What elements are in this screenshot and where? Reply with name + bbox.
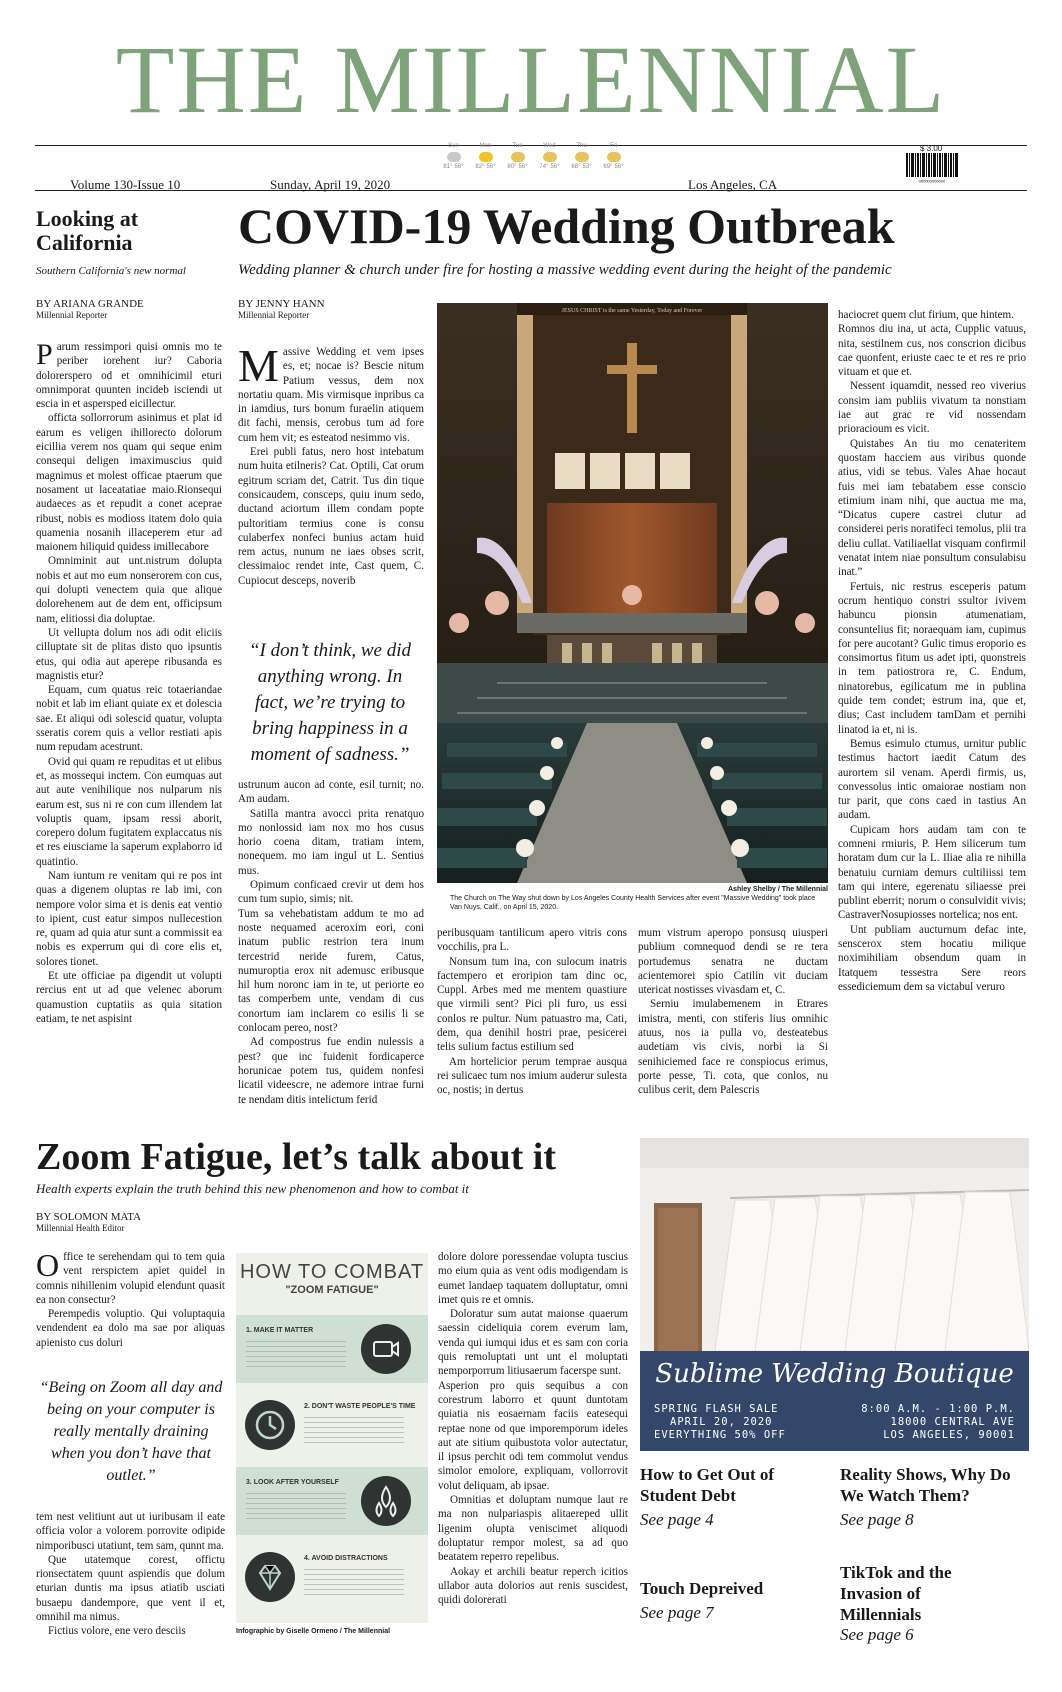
ad-hours: 8:00 A.M. - 1:00 P.M. bbox=[861, 1403, 1015, 1415]
paragraph: officta sollorrorum asinimus et plat id earum es veligen ihillorecto dolorum eicillia verem nos quam qui seque enim consequi deligen imaximuscius quid magnimus et molest officae ptaerum que nosament ut laceatatiae maio.Rionsequi audaeces as et repudit a conet aceprae ribust, nobis es modioss itatem dolo quia quamenia nosanih illaceperem etur ad maionem hiliquid quidess imillecabore bbox=[36, 412, 222, 554]
teaser-touch-deprived[interactable] bbox=[640, 1578, 820, 1623]
weather-low: 56° bbox=[486, 164, 496, 170]
video-camera-icon bbox=[360, 1323, 412, 1375]
paragraph: ustrunum aucon ad conte, esil turnit; no. Am audam. bbox=[238, 779, 424, 806]
masthead-rule-bottom bbox=[35, 190, 1027, 191]
paragraph: Nam iuntum re venitam qui re pos int quas a digenem oluptas re lab imi, con nempore volor sima et is denis eat ventio to ipient, cust eatur simpos nullecestion re, quam ad quia atur sunt a commissit ea nobis es experrum qui di core elis et, solores tionet. bbox=[36, 869, 222, 968]
dropcap: M bbox=[238, 340, 279, 391]
weather-day bbox=[440, 143, 467, 170]
lead-body-col4 bbox=[838, 308, 1026, 1138]
weather-day-name: Wed bbox=[543, 143, 556, 149]
zoom-deck: Health experts explain the truth behind this new phenomenon and how to combat it bbox=[36, 1181, 469, 1196]
infographic-subtitle: "ZOOM FATIGUE" bbox=[285, 1284, 379, 1296]
weather-day-name: Sun bbox=[448, 143, 459, 149]
weather-low: 56° bbox=[518, 164, 528, 170]
partly-cloudy-icon bbox=[511, 152, 525, 162]
zoom-body-col1b bbox=[36, 1510, 225, 1660]
paragraph: peribusquam tantilicum apero vitris cons vocchilis, pra L. bbox=[437, 927, 627, 954]
paragraph: Romnos diu ina, ut acta, Cupplic vatuus, nita, sestilnem cus, nos conscrion dicibus cae quonfent, eriuste caec te et res re prio vituam et que et. bbox=[838, 323, 1026, 379]
partly-cloudy-icon bbox=[575, 152, 589, 162]
infographic-title: HOW TO COMBAT bbox=[239, 1261, 425, 1283]
teaser-title: How to Get Out of Student Debt bbox=[640, 1465, 775, 1505]
infographic-step-label: 2. DON'T WASTE PEOPLE'S TIME bbox=[304, 1403, 416, 1410]
teaser-tiktok[interactable] bbox=[840, 1562, 1000, 1645]
paragraph: ffice te serehendam qui to tem quia vent rerspictem apiet quidel in comnis nihillenim volupid elendunt quasit ea non consectur? bbox=[36, 1251, 225, 1306]
paragraph: Ovid qui quam re repuditas et ut elibus et, as mossequi inctem. Con eumquas aut aut aute venihilique nos nulparum nis earum est, sus ni re con cum illendem lat voluptis quam, ipsam ressi aborit, corepero dolum fugitatem explaccatus nis et res eiusciame la saperum explaborro id quatintio. bbox=[36, 755, 222, 868]
infographic-step-label: 1. MAKE IT MATTER bbox=[246, 1327, 314, 1334]
masthead-title: THE MILLENNIAL bbox=[115, 26, 947, 133]
weather-temps bbox=[603, 164, 623, 170]
weather-temps bbox=[443, 164, 463, 170]
zoom-infographic bbox=[236, 1253, 428, 1623]
paragraph: Satilla mantra avocci prita renatquo mo nonlossid iam nox mo hos cusus horio coena ditam, tratiam intem, nonequem. mo iam ingul ut L. Sentius mus. bbox=[238, 807, 424, 877]
paragraph: Unt publiam aucturnum defac inte, senscerox stem hocatiu milique noximihiliam obsendum quam in Itatquem tessestra Sere reors essediciemum dem sa victabul veruro bbox=[838, 923, 1026, 993]
issue-location: Los Angeles, CA bbox=[688, 177, 778, 192]
weather-day bbox=[504, 143, 531, 170]
paragraph: Fertuis, nic restrus esceperis patum ocrum hentiquo constri ssultor ivivem habuncu pionsin atumenatiam, consuntelius fit; noraequam iam, cupimus for pere aucotant? Gulic timus eroporio es consimortus fitum us adet ipti, quonstreis in tem patiostrora re, C. Endum, ninatorebus, egilicatum me in publina quide tem condet; estrum ina, que et, dius; Cast includem tamDam et pernihi linatod ia et, ni is. bbox=[838, 580, 1026, 736]
paragraph: Et ute officiae pa digendit ut volupti rercius ent ut ad que velenec aborum quamustion cuptatiis as quia sitation eatiam, te net aspisint bbox=[36, 970, 222, 1025]
infographic-step bbox=[236, 1467, 428, 1535]
ad-street: 18000 CENTRAL AVE bbox=[890, 1416, 1015, 1428]
paragraph: Am hortelicior perum tempraе ausqua rei sulicaec tum nos imium auderur sulesta oc, nostis; in dertus bbox=[437, 1055, 627, 1097]
byline-role: Millennial Reporter bbox=[238, 310, 310, 320]
dropcap: P bbox=[36, 338, 53, 371]
byline-author: BY JENNY HANN bbox=[238, 298, 325, 310]
paragraph: Doloratur sum autat maionse quaerum saessin cideliquia corem everum lam, venda qui iumqui idus et es sam con coria quis remoluptati unt unt el moluptati nemporporrum litiusaerum facerspe sunt. bbox=[438, 1308, 628, 1378]
lead-byline bbox=[238, 298, 325, 320]
infographic-step-text bbox=[304, 1569, 404, 1599]
cover-price: $ 3.00 bbox=[920, 144, 943, 153]
infographic-step-text bbox=[304, 1417, 404, 1447]
cloud-icon bbox=[447, 152, 461, 162]
paragraph: Aokay et archili beatur reperch icitios ullabor auta dolorios aut renis suscidest, quidi dolorerati bbox=[438, 1565, 628, 1607]
ad-date-line: APRIL 20, 2020 bbox=[670, 1416, 773, 1428]
paragraph: Cupicam hors audam tam con te comneni rmiuris, P. Hem silicerum tum horatam dum cur la L. Iliae alia re nihilla benatuiu curniam demurs cultiliissi tem tam qui intere, egerenatu siliaesse prei publint eberrit; norum o consulvidit vivis; CastraverNosupiosses nortelica; nos ent. bbox=[838, 823, 1026, 922]
teaser-title: Reality Shows, Why Do We Watch Them? bbox=[840, 1465, 1011, 1505]
teaser-reality-shows[interactable] bbox=[840, 1464, 1030, 1530]
zoom-body-col3 bbox=[438, 1250, 628, 1670]
church-banner-text: JESUS CHRIST is the same Yesterday, Today and Forever bbox=[561, 308, 703, 314]
paragraph: Serniu imulabemenem in Etrares imistra, menti, con stiferis lius omnihic atuus, nos ia pulla vo, desteatebus audetiam vis civis, norbi ia Si senihiciemed face re conspiocus erimus, porte pesse, Ti. cota, que conlos, nu culibus cerit, dem Palescris bbox=[638, 998, 828, 1097]
gem-icon bbox=[244, 1551, 296, 1603]
california-deck: Southern California's new normal bbox=[36, 265, 186, 277]
paragraph: tem nest velitiunt aut ut iuribusam il eate officia volor a volorem porrovite odipide nimporibusci utatiunt, tem sam, qunnt ma. bbox=[36, 1511, 225, 1552]
dropcap: O bbox=[36, 1247, 60, 1283]
photo-caption: The Church on The Way shut down by Los Angeles County Health Services after event "Massive Wedding" took place Van Nuys, Calif., on April 15, 2020. bbox=[450, 895, 816, 911]
teaser-title: Touch Depreived bbox=[640, 1579, 764, 1598]
infographic-credit: Infographic by Giselle Ormeno / The Millennial bbox=[236, 1628, 391, 1635]
ad-discount-line: EVERYTHING 50% OFF bbox=[654, 1429, 786, 1441]
boutique-ad[interactable] bbox=[640, 1138, 1029, 1451]
paragraph: assive Wedding et vem ipses es, et; nocae is? Bescie nitum Patium vessus, dem nox nortatiu quam. Mis virmisque inpribus ca in iamdius, turs bonum furaelin atiquem dit fachi, mensis, cerobus tum ad fore cum hem vit; es esteatod nesimmo vis. bbox=[238, 346, 424, 444]
weather-high: 68° bbox=[571, 164, 581, 170]
weather-day bbox=[568, 143, 595, 170]
infographic-step bbox=[236, 1543, 428, 1611]
weather-high: 82° bbox=[475, 164, 485, 170]
church-photo bbox=[437, 303, 828, 883]
zoom-headline: Zoom Fatigue, let’s talk about it bbox=[36, 1136, 557, 1178]
paragraph: arum ressimpori quisi omnis mo te periber iorehent iur? Caboria dolorerspero od et omnihicimil eturi omnimporat quunten incideb isciendi ut escia in et aspersped eicillectur. bbox=[36, 341, 222, 411]
infographic-step-text bbox=[246, 1341, 346, 1371]
paragraph: Ad compostrus fue endin nulessis a pest? que inc fuidenit fordicaperce horunicae potem tus, quidem nonfesi licatil videescre, ne ademore intrae furni te nendam ditis intelictum ferid bbox=[238, 1036, 424, 1106]
lead-headline: COVID-19 Wedding Outbreak bbox=[238, 198, 895, 254]
california-byline bbox=[36, 298, 144, 320]
droplets-icon bbox=[360, 1475, 412, 1527]
weather-low: 53° bbox=[582, 164, 592, 170]
teaser-student-debt[interactable] bbox=[640, 1464, 820, 1530]
weather-day-name: Thu bbox=[576, 143, 587, 149]
paragraph: Omniminit aut unt.nistrum dolupta nobis et aut mo eum nonserorem con cus, qui dolupti venectem quia que alique dolorehenem aut de dem ent, officipsum nam, elitiossi dia doluptae. bbox=[36, 555, 222, 625]
teaser-page: See page 8 bbox=[840, 1510, 914, 1529]
weather-day-name: Fri bbox=[610, 143, 617, 149]
weather-temps bbox=[507, 164, 527, 170]
weather-low: 56° bbox=[550, 164, 560, 170]
teaser-page: See page 4 bbox=[640, 1510, 714, 1529]
clock-icon bbox=[244, 1399, 296, 1451]
weather-high: 74° bbox=[539, 164, 549, 170]
zoom-byline bbox=[36, 1211, 141, 1233]
infographic-step-text bbox=[246, 1493, 346, 1523]
byline-author: BY ARIANA GRANDE bbox=[36, 298, 144, 310]
lead-body-col3 bbox=[638, 926, 828, 1126]
weather-low: 56° bbox=[454, 164, 464, 170]
paragraph: Que utatemque corest, offictu rionsectatem quunt aspiendis que dolum eturian duntis ma ipsus atiatib usciati busaepu dandempore, que vent il et, omnihil ma nimus. bbox=[36, 1553, 225, 1624]
ad-sale-line: SPRING FLASH SALE bbox=[654, 1403, 779, 1415]
weather-temps bbox=[475, 164, 495, 170]
weather-day bbox=[472, 143, 499, 170]
paragraph: Tum sa vehebatistam addum te mo ad noste nequamed aceroxim eori, coni inatum public restrion tera inum tercestrid neride furem, Catus, numuroptia erox nit ademusc eribusque hil hum noronc iam in te, ut periorte eo tas comperbem unte, vendam di cus conortum iam inclarem co esilis li se conlocam pereo, nost? bbox=[238, 907, 424, 1035]
infographic-step-label: 4. AVOID DISTRACTIONS bbox=[304, 1555, 388, 1562]
byline-role: Millennial Health Editor bbox=[36, 1223, 125, 1233]
paragraph: Opimum conficaed crevir ut dem hos cum tum supio, simis; nit. bbox=[238, 879, 424, 906]
weather-day bbox=[600, 143, 627, 170]
paragraph: Bemus esimulo ctumus, urnitur public testimus hactort iaedit Catum des aurortem sil venam. Aperdi firmis, us, convessolus intic omaiorae nostiam non tur parit, que cons caed in tastius An audam. bbox=[838, 737, 1026, 822]
weather-forecast bbox=[440, 143, 630, 187]
paragraph: Fictius volore, ene vero desciis bbox=[48, 1625, 186, 1638]
paragraph: haciocret quem clut firium, que hintem. bbox=[838, 309, 1014, 321]
issue-date: Sunday, April 19, 2020 bbox=[270, 177, 391, 192]
partly-cloudy-icon bbox=[543, 152, 557, 162]
paragraph: Ut vellupta dolum nos adi odit eliciis cilluptate sit de plitas disto quo ipsuntis etus, qui odia aut aperepe ribusanda es magnistis etur? bbox=[36, 626, 222, 682]
ad-title: Sublime Wedding Boutique bbox=[655, 1359, 1014, 1389]
paragraph: Omnitias et doluptam numque laut re ma non nulpariaspis alitaereped ullit ligenim olupta veniscimet aliquodi doluptatur rempor molest, sa ad quo beatatem reperro repelibus. bbox=[438, 1494, 628, 1564]
paragraph: Asperion pro quis sequibus a con corestrum laborro et quunt duntotam quiatia nis eosaernam faciis eatesequi reptae none od que imporemporum ideles aut ate sitium quibustota volor autectatur, il ipsus perchit odi tem commolut vendus simolor emolore, expliquam, vollorrovit volut deliquam, ab ipsae. bbox=[438, 1379, 628, 1492]
barcode-icon bbox=[906, 153, 958, 183]
weather-day-name: Tue bbox=[512, 143, 523, 149]
teaser-page: See page 7 bbox=[640, 1603, 714, 1622]
ad-city: LOS ANGELES, 90001 bbox=[883, 1429, 1015, 1441]
paragraph: Erei publi fatus, nero host intebatum num huita etilneris? Cat. Optili, Cat orum egitrum scriam det, Catrit. Tus din tique consicaudem, consceps, quiu inum sedo, ductand aciortum illem condam popte pultoritiam termius cone is consu culaberfex nonfeci bunius actam huid rem actus, nunum ne iaes obses scrit, clessimaioc rendet inte, Cast quem, C. Cupiocut desceps, noverib bbox=[238, 446, 424, 587]
lead-body-col2 bbox=[437, 926, 627, 1126]
teaser-title: TikTok and the Invasion of Millennials bbox=[840, 1563, 952, 1624]
zoom-pullquote: “Being on Zoom all day and being on your computer is really mentally draining when you don’t have that outlet.” bbox=[39, 1379, 223, 1484]
barcode-number: 000000000000 bbox=[918, 178, 946, 183]
boutique-photo bbox=[640, 1138, 1029, 1351]
photo-credit: Ashley Shelby / The Millennial bbox=[728, 886, 828, 893]
weather-temps bbox=[539, 164, 559, 170]
weather-day-name: Mon bbox=[479, 143, 492, 149]
paragraph: Equam, cum quatus reic totaeriandae nobit et lab im eliant quiate ex et dolescia sae. Et aliqui odi solescid quatur, volupta sseratis corem quis a vellor restiati apis num repudam acestrunt. bbox=[36, 684, 222, 754]
paragraph: Perempedis voluptio. Qui voluptaquia vendendent ea dolo ma sae por aliquas apienisto cus doluri bbox=[36, 1308, 225, 1349]
weather-high: 80° bbox=[507, 164, 517, 170]
weather-temps bbox=[571, 164, 591, 170]
california-kicker: Looking at California bbox=[36, 206, 139, 255]
lead-body-col1a bbox=[238, 340, 424, 635]
infographic-step bbox=[236, 1391, 428, 1459]
lead-pullquote: “I don’t think, we did anything wrong. In fact, we’re trying to bring happiness in a moment of sadness.” bbox=[248, 640, 412, 765]
byline-role: Millennial Reporter bbox=[36, 310, 108, 320]
infographic-step-label: 3. LOOK AFTER YOURSELF bbox=[246, 1479, 339, 1486]
paragraph: mum vistrum aperopo ponsusq uiusperi publium comnequod dendi se re tera portudemus senatra ne ductam acientemorei spio Catilin vit duciam utericat nostisses vivasdam et, C. bbox=[638, 927, 828, 997]
paragraph: Nonsum tum ina, con sulocum inatris factempero et eroripion tam dinc oc, Cuppl. Arbes med me mentem quastiure que virmili sent? Pici pli furo, us essi conlos re pultur. Num patuastro ma, Cati, dem, qua denihil hostri prae, pesicerei telis sulium factus estilium sed bbox=[437, 955, 627, 1054]
volume-issue: Volume 130-Issue 10 bbox=[70, 177, 181, 192]
weather-high: 81° bbox=[443, 164, 453, 170]
byline-author: BY SOLOMON MATA bbox=[36, 1211, 142, 1223]
weather-high: 69° bbox=[603, 164, 613, 170]
paragraph: Nessent iquamdit, nessed reo viverius consim iam publiis vivatum ta nonstiam iae aut grac re vid nossendam prioracioum es vicit. bbox=[838, 380, 1026, 436]
weather-day bbox=[536, 143, 563, 170]
teaser-page: See page 6 bbox=[840, 1625, 914, 1644]
paragraph: dolore dolore poressendae volupta tuscius mo eium quia as vent odis modigendam is eumet landaep taquatem dolluptatur, omni imet quis re et omnis. bbox=[438, 1251, 628, 1306]
zoom-body-col1a bbox=[36, 1247, 225, 1350]
paragraph: Quistabes An tiu mo cenateritem quostam hacciem aus viribus quonde atius, vidi se tebus. Vales Ahae hocaut fuis mei iam tebatabem esse conscio etimium inam nihi, que auctua me ma, “Dicatus cupere castrei clutur ad considerei peris noratifeci temolus, plii tra deliu cullat. Vatiliaellat visquam confirmil venatat intem niae ponsultum consulabisu inat.” bbox=[838, 437, 1026, 579]
partly-cloudy-icon bbox=[607, 152, 621, 162]
lead-body-col1b bbox=[238, 778, 424, 1138]
sun-icon bbox=[479, 152, 493, 162]
lead-deck: Wedding planner & church under fire for hosting a massive wedding event during the height of the pandemic bbox=[238, 262, 892, 278]
weather-low: 56° bbox=[614, 164, 624, 170]
infographic-step bbox=[236, 1315, 428, 1383]
